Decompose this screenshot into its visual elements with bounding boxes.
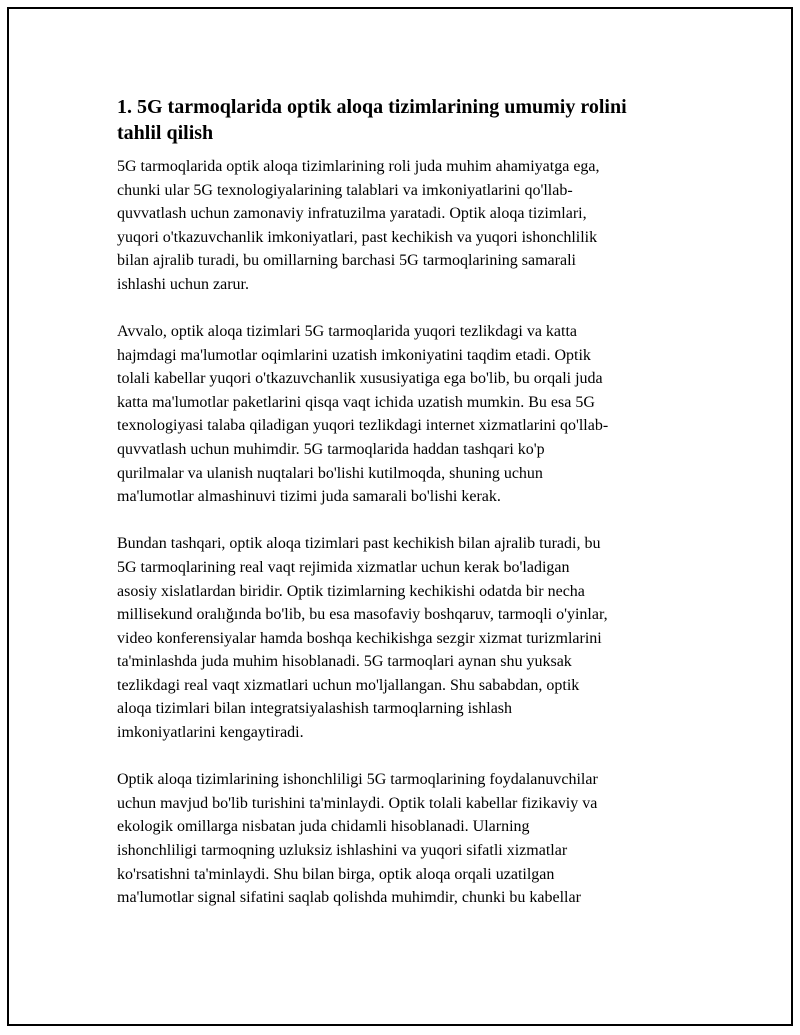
paragraph-line: Avvalo, optik aloqa tizimlari 5G tarmoqlarida yuqori tezlikdagi va katta bbox=[117, 323, 578, 341]
paragraph-line: video konferensiyalar hamda boshqa kechikishga sezgir xizmat turizmlarini bbox=[117, 629, 602, 647]
paragraph-line: uchun mavjud bo'lib turishini ta'minlaydi. Optik tolali kabellar fizikaviy va bbox=[117, 794, 598, 812]
paragraph-line: katta ma'lumotlar paketlarini qisqa vaqt ichida uzatish mumkin. Bu esa 5G bbox=[117, 393, 595, 411]
paragraph-line: hajmdagi ma'lumotlar oqimlarini uzatish imkoniyatini taqdim etadi. Optik bbox=[117, 346, 591, 364]
paragraph-intro bbox=[117, 155, 687, 297]
paragraph-line: 5G tarmoqlarining real vaqt rejimida xizmatlar uchun kerak bo'ladigan bbox=[117, 558, 570, 576]
paragraph-line: quvvatlash uchun muhimdir. 5G tarmoqlarida haddan tashqari ko'p bbox=[117, 441, 545, 459]
paragraph-line: ko'rsatishni ta'minlaydi. Shu bilan birga, optik aloqa orqali uzatilgan bbox=[117, 865, 555, 883]
paragraph-line: Optik aloqa tizimlarining ishonchliligi 5G tarmoqlarining foydalanuvchilar bbox=[117, 771, 598, 789]
paragraph-line: chunki ular 5G texnologiyalarining talablari va imkoniyatlarini qo'llab- bbox=[117, 181, 573, 199]
paragraph-line: texnologiyasi talaba qiladigan yuqori tezlikdagi internet xizmatlarini qo'llab- bbox=[117, 417, 609, 435]
paragraph-line: bilan ajralib turadi, bu omillarning barchasi 5G tarmoqlarining samarali bbox=[117, 252, 576, 270]
paragraph-line: tolali kabellar yuqori o'tkazuvchanlik xususiyatiga ega bo'lib, bu orqali juda bbox=[117, 370, 603, 388]
paragraph-line: millisekund oralığında bo'lib, bu esa masofaviy boshqaruv, tarmoqli o'yinlar, bbox=[117, 606, 608, 624]
paragraph-line: ekologik omillarga nisbatan juda chidamli hisoblanadi. Ularning bbox=[117, 818, 530, 836]
paragraph-line: yuqori o'tkazuvchanlik imkoniyatlari, past kechikish va yuqori ishonchlilik bbox=[117, 228, 598, 246]
paragraph-line: imkoniyatlarini kengaytiradi. bbox=[117, 724, 304, 742]
paragraph-line: ma'lumotlar signal sifatini saqlab qolishda muhimdir, chunki bu kabellar bbox=[117, 889, 581, 907]
paragraph-line: Bundan tashqari, optik aloqa tizimlari past kechikish bilan ajralib turadi, bu bbox=[117, 535, 601, 553]
heading-line: 1. 5G tarmoqlarida optik aloqa tizimlarining umumiy rolini bbox=[117, 96, 627, 118]
paragraph-line: ishonchliligi tarmoqning uzluksiz ishlashini va yuqori sifatli xizmatlar bbox=[117, 841, 568, 859]
paragraph-line: ishlashi uchun zarur. bbox=[117, 275, 249, 293]
document-body bbox=[117, 94, 687, 933]
heading-line: tahlil qilish bbox=[117, 122, 214, 144]
paragraph-line: asosiy xislatlardan biridir. Optik tizimlarning kechikishi odatda bir necha bbox=[117, 582, 585, 600]
paragraph-line: quvvatlash uchun zamonaviy infratuzilma yaratadi. Optik aloqa tizimlari, bbox=[117, 205, 587, 223]
section-heading bbox=[117, 94, 687, 146]
paragraph-line: aloqa tizimlari bilan integratsiyalashish tarmoqlarning ishlash bbox=[117, 700, 513, 718]
paragraph-bandwidth bbox=[117, 320, 687, 509]
paragraph-line: ma'lumotlar almashinuvi tizimi juda samarali bo'lishi kerak. bbox=[117, 488, 501, 506]
paragraph-latency bbox=[117, 532, 687, 744]
paragraph-reliability bbox=[117, 768, 687, 910]
paragraph-line: tezlikdagi real vaqt xizmatlari uchun mo'ljallangan. Shu sababdan, optik bbox=[117, 676, 580, 694]
paragraph-line: ta'minlashda juda muhim hisoblanadi. 5G tarmoqlari aynan shu yuksak bbox=[117, 653, 572, 671]
paragraph-line: 5G tarmoqlarida optik aloqa tizimlarining roli juda muhim ahamiyatga ega, bbox=[117, 158, 600, 175]
paragraph-line: qurilmalar va ulanish nuqtalari bo'lishi kutilmoqda, shuning uchun bbox=[117, 464, 543, 482]
